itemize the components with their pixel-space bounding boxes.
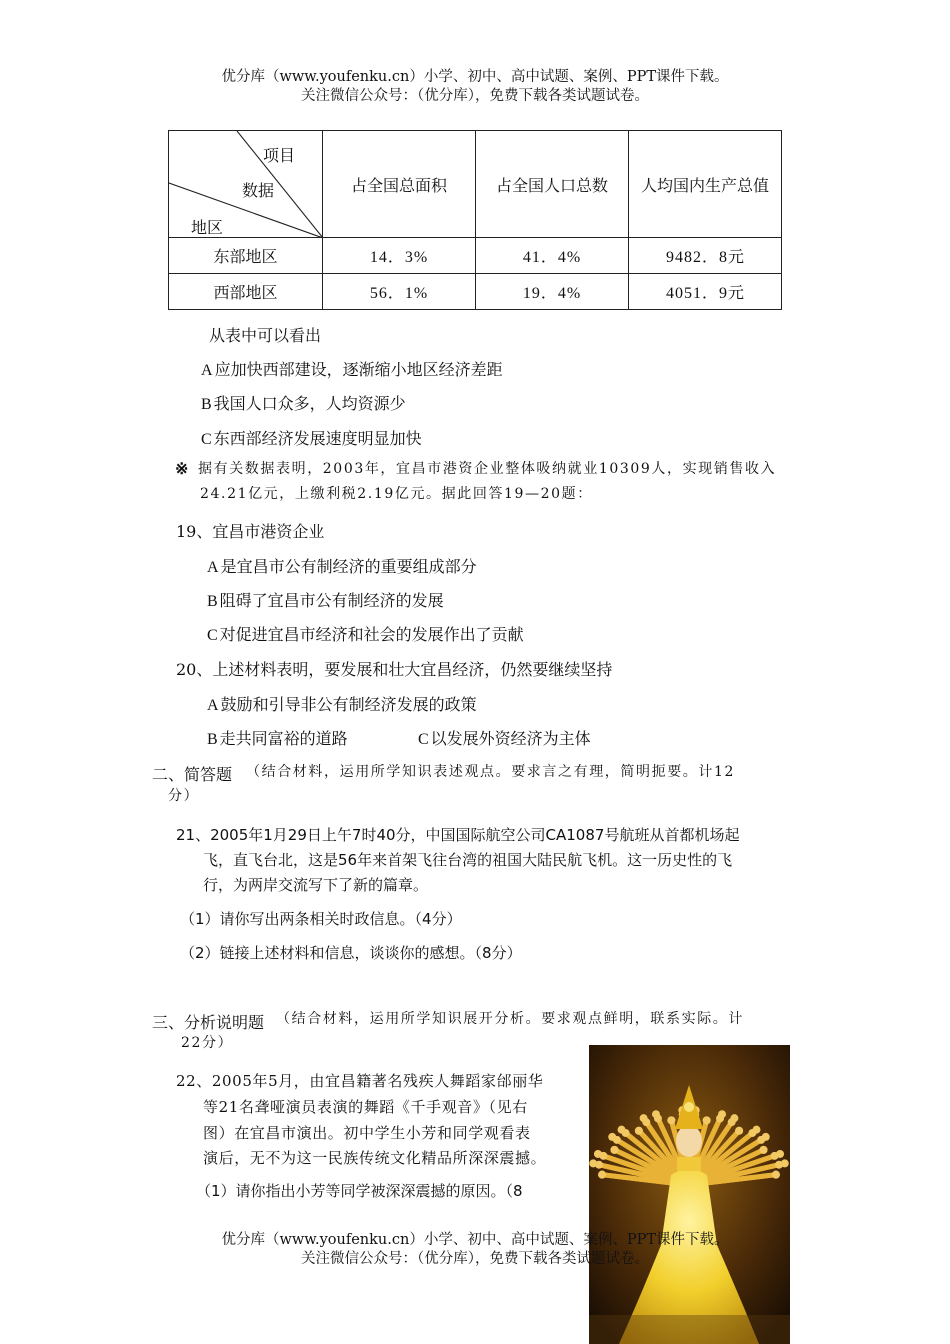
q18-option-b: B 我国人口众多，人均资源少: [201, 394, 406, 413]
q19-option-b: B 阻碍了宜昌市公有制经济的发展: [207, 591, 444, 610]
gdp-cell: [629, 238, 782, 274]
q21-line-2: 飞，直飞台北，这是56年来首架飞往台湾的祖国大陆民航飞机。这一历史性的飞: [203, 851, 733, 869]
material-line-1: 据有关数据表明，2003年，宜昌市港资企业整体吸纳就业10309人，实现销售收入: [198, 461, 777, 477]
table-row: [169, 274, 782, 310]
gdp-unit: 元: [728, 247, 745, 266]
corner-label-data: 数据: [242, 181, 275, 200]
q18-option-a: A 应加快西部建设，逐渐缩小地区经济差距: [201, 360, 503, 379]
footer-line-1: 优分库（www.youfenku.cn）小学、初中、高中试题、案例、PPT课件下载。: [221, 1232, 729, 1248]
q20-option-b: B 走共同富裕的道路: [207, 729, 348, 748]
area-share-cell: 14．3%: [369, 249, 429, 266]
region-data-table: [168, 130, 782, 310]
section-2-title: 二、简答题: [152, 765, 233, 784]
q19-option-a: A 是宜昌市公有制经济的重要组成部分: [207, 557, 477, 576]
material-line-2: 24.21亿元，上缴利税2.19亿元。据此回答19—20题：: [200, 486, 593, 502]
region-cell: 西部地区: [169, 274, 323, 310]
q20-stem: 20、上述材料表明，要发展和壮大宜昌经济，仍然要继续坚持: [176, 660, 613, 679]
q22-line-3: 图）在宜昌市演出。初中学生小芳和同学观看表: [203, 1124, 531, 1142]
population-share-cell: 19．4%: [522, 285, 582, 302]
section-2-note-line-1: （结合材料，运用所学知识表述观点。要求言之有理，简明扼要。计12: [246, 764, 736, 780]
section-2-note-line-2: 分）: [168, 788, 200, 804]
q22-line-4: 演后，无不为这一民族传统文化精品所深深震撼。: [203, 1149, 547, 1167]
q18-option-c: C 东西部经济发展速度明显加快: [201, 429, 422, 448]
population-share-cell: 41．4%: [522, 249, 582, 266]
q21-subquestion-1: （1）请你写出两条相关时政信息。（4分）: [180, 910, 462, 928]
q22-line-2: 等21名聋哑演员表演的舞蹈《千手观音》（见右: [203, 1098, 528, 1116]
section-3-note-line-2: 22分）: [181, 1035, 234, 1051]
q20-option-a: A 鼓励和引导非公有制经济发展的政策: [207, 695, 477, 714]
footer-line-2: 关注微信公众号：（优分库），免费下载各类试题试卷。: [301, 1251, 649, 1267]
q22-subquestion-1: （1）请你指出小芳等同学被深深震撼的原因。（8: [196, 1182, 523, 1200]
gdp-value: 4051．9: [665, 285, 728, 302]
thousand-hand-guanyin-photo: [589, 1045, 790, 1344]
corner-label-item: 项目: [263, 146, 296, 165]
corner-label-region: 地区: [191, 218, 224, 237]
table-row: [169, 238, 782, 274]
gdp-value: 9482．8: [665, 249, 728, 266]
q20-option-c: C 以发展外资经济为主体: [418, 729, 591, 748]
q19-option-c: C 对促进宜昌市经济和社会的发展作出了贡献: [207, 625, 524, 644]
region-cell: 东部地区: [169, 238, 323, 274]
reference-mark-icon: ※: [175, 459, 189, 478]
q22-line-1: 22、2005年5月，由宜昌籍著名残疾人舞蹈家邰丽华: [176, 1072, 544, 1090]
q21-subquestion-2: （2）链接上述材料和信息，谈谈你的感想。（8分）: [180, 944, 522, 962]
q19-stem: 19、宜昌市港资企业: [176, 522, 325, 541]
section-3-note-line-1: （结合材料，运用所学知识展开分析。要求观点鲜明，联系实际。计: [276, 1011, 744, 1027]
gdp-unit: 元: [728, 283, 745, 302]
q21-line-1: 21、2005年1月29日上午7时40分，中国国际航空公司CA1087号航班从首都机场起: [176, 826, 740, 844]
q18-stem: 从表中可以看出: [209, 326, 322, 345]
gdp-cell: [629, 274, 782, 310]
table-corner-cell: [169, 131, 323, 238]
area-share-cell: 56．1%: [369, 285, 429, 302]
section-3-title: 三、分析说明题: [152, 1013, 265, 1032]
column-header: 占全国总面积: [323, 131, 476, 238]
header-line-1: 优分库（www.youfenku.cn）小学、初中、高中试题、案例、PPT课件下载。: [221, 69, 729, 85]
column-header: 人均国内生产总值: [629, 131, 782, 238]
header-line-2: 关注微信公众号：（优分库），免费下载各类试题试卷。: [301, 88, 649, 104]
column-header: 占全国人口总数: [476, 131, 629, 238]
q21-line-3: 行，为两岸交流写下了新的篇章。: [203, 876, 429, 894]
